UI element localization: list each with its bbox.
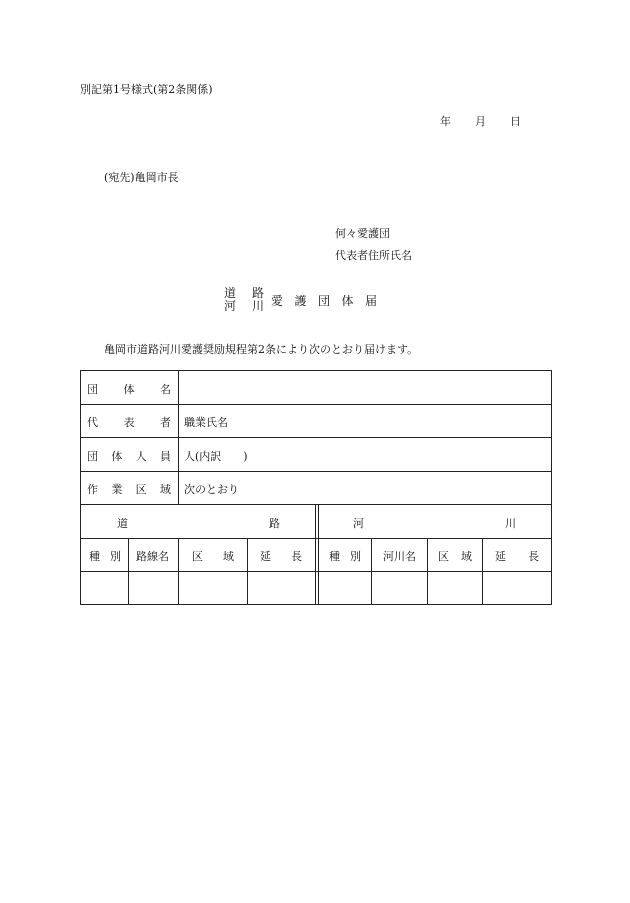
river-name-input[interactable]	[372, 572, 426, 605]
river-col-river-name: 河川名	[383, 550, 416, 563]
road-length-input[interactable]	[248, 572, 314, 605]
label-work-area	[87, 481, 171, 497]
label-member-count	[87, 448, 171, 464]
row-divider	[81, 538, 551, 539]
col-char: 種	[329, 550, 340, 563]
road-area-input[interactable]	[179, 572, 246, 605]
col-char: 延	[495, 550, 506, 563]
title-char: 体	[341, 294, 354, 308]
row-divider	[81, 404, 551, 405]
date-year: 年	[440, 115, 451, 128]
road-col-type	[89, 548, 121, 564]
label-char: 業	[111, 483, 123, 496]
river-col-length	[495, 548, 539, 564]
label-char: 者	[160, 416, 171, 429]
col-char: 区	[192, 550, 203, 563]
river-length-input[interactable]	[483, 572, 551, 605]
label-char: 団	[87, 383, 98, 396]
row-divider	[81, 471, 551, 472]
representative-field[interactable]: 職業氏名	[184, 416, 228, 429]
col-char: 延	[260, 550, 271, 563]
col-char: 別	[350, 550, 361, 563]
representative-label: 代表者住所氏名	[335, 249, 412, 262]
addressee: (宛先)亀岡市長	[104, 171, 179, 184]
date-month: 月	[475, 115, 486, 128]
title-char: 道	[224, 286, 237, 300]
river-section-header	[353, 515, 516, 531]
title-stack-bottom	[224, 300, 264, 313]
form-number: 別記第1号様式(第2条関係)	[80, 83, 213, 96]
col-char: 種	[89, 550, 100, 563]
road-col-route-name: 路線名	[136, 550, 169, 563]
label-representative	[87, 414, 171, 430]
road-route-name-input[interactable]	[129, 572, 177, 605]
road-type-input[interactable]	[82, 572, 127, 605]
river-col-type	[329, 548, 361, 564]
label-char: 名	[160, 383, 171, 396]
road-col-area	[192, 548, 234, 564]
label-char: 体	[123, 383, 135, 396]
title-char: 愛	[271, 294, 284, 308]
title-char: 団	[317, 294, 330, 308]
col-char: 別	[110, 550, 121, 563]
road-col-length	[260, 548, 302, 564]
title-char: 護	[294, 294, 307, 308]
title-char: 届	[364, 294, 377, 308]
label-char: 区	[135, 483, 147, 496]
label-char: 代	[87, 416, 98, 429]
date-day: 日	[510, 115, 521, 128]
row-divider	[81, 437, 551, 438]
label-char: 域	[159, 483, 171, 496]
label-char: 体	[111, 450, 123, 463]
label-char: 表	[123, 416, 135, 429]
form-table	[80, 370, 552, 605]
header-char: 河	[353, 517, 364, 530]
title-char: 路	[251, 286, 264, 300]
label-char: 作	[87, 483, 98, 496]
header-char: 道	[117, 517, 128, 530]
title-char: 河	[224, 299, 237, 313]
col-char: 長	[291, 550, 302, 563]
river-col-area	[438, 548, 472, 564]
label-organization-name	[87, 381, 171, 397]
road-section-header	[117, 515, 280, 531]
label-char: 員	[159, 450, 171, 463]
label-column-divider	[178, 371, 179, 505]
river-area-input[interactable]	[428, 572, 481, 605]
member-count-field[interactable]: 人(内訳 )	[184, 450, 248, 463]
col-char: 域	[223, 550, 234, 563]
title-char: 川	[251, 299, 264, 313]
col-char: 区	[438, 550, 449, 563]
river-type-input[interactable]	[319, 572, 370, 605]
organization-name: 何々愛護団	[335, 227, 390, 240]
label-char: 人	[135, 450, 147, 463]
row-divider	[81, 504, 551, 505]
document-title	[271, 292, 377, 309]
col-char: 域	[461, 550, 472, 563]
header-char: 川	[505, 517, 516, 530]
date-line	[440, 113, 521, 129]
col-char: 長	[528, 550, 539, 563]
work-area-field[interactable]: 次のとおり	[184, 483, 239, 496]
header-char: 路	[269, 517, 280, 530]
label-char: 団	[87, 450, 98, 463]
title-stack	[224, 287, 264, 313]
section-divider	[315, 505, 316, 605]
intro-text: 亀岡市道路河川愛護奨励規程第2条により次のとおり届けます。	[104, 343, 419, 356]
